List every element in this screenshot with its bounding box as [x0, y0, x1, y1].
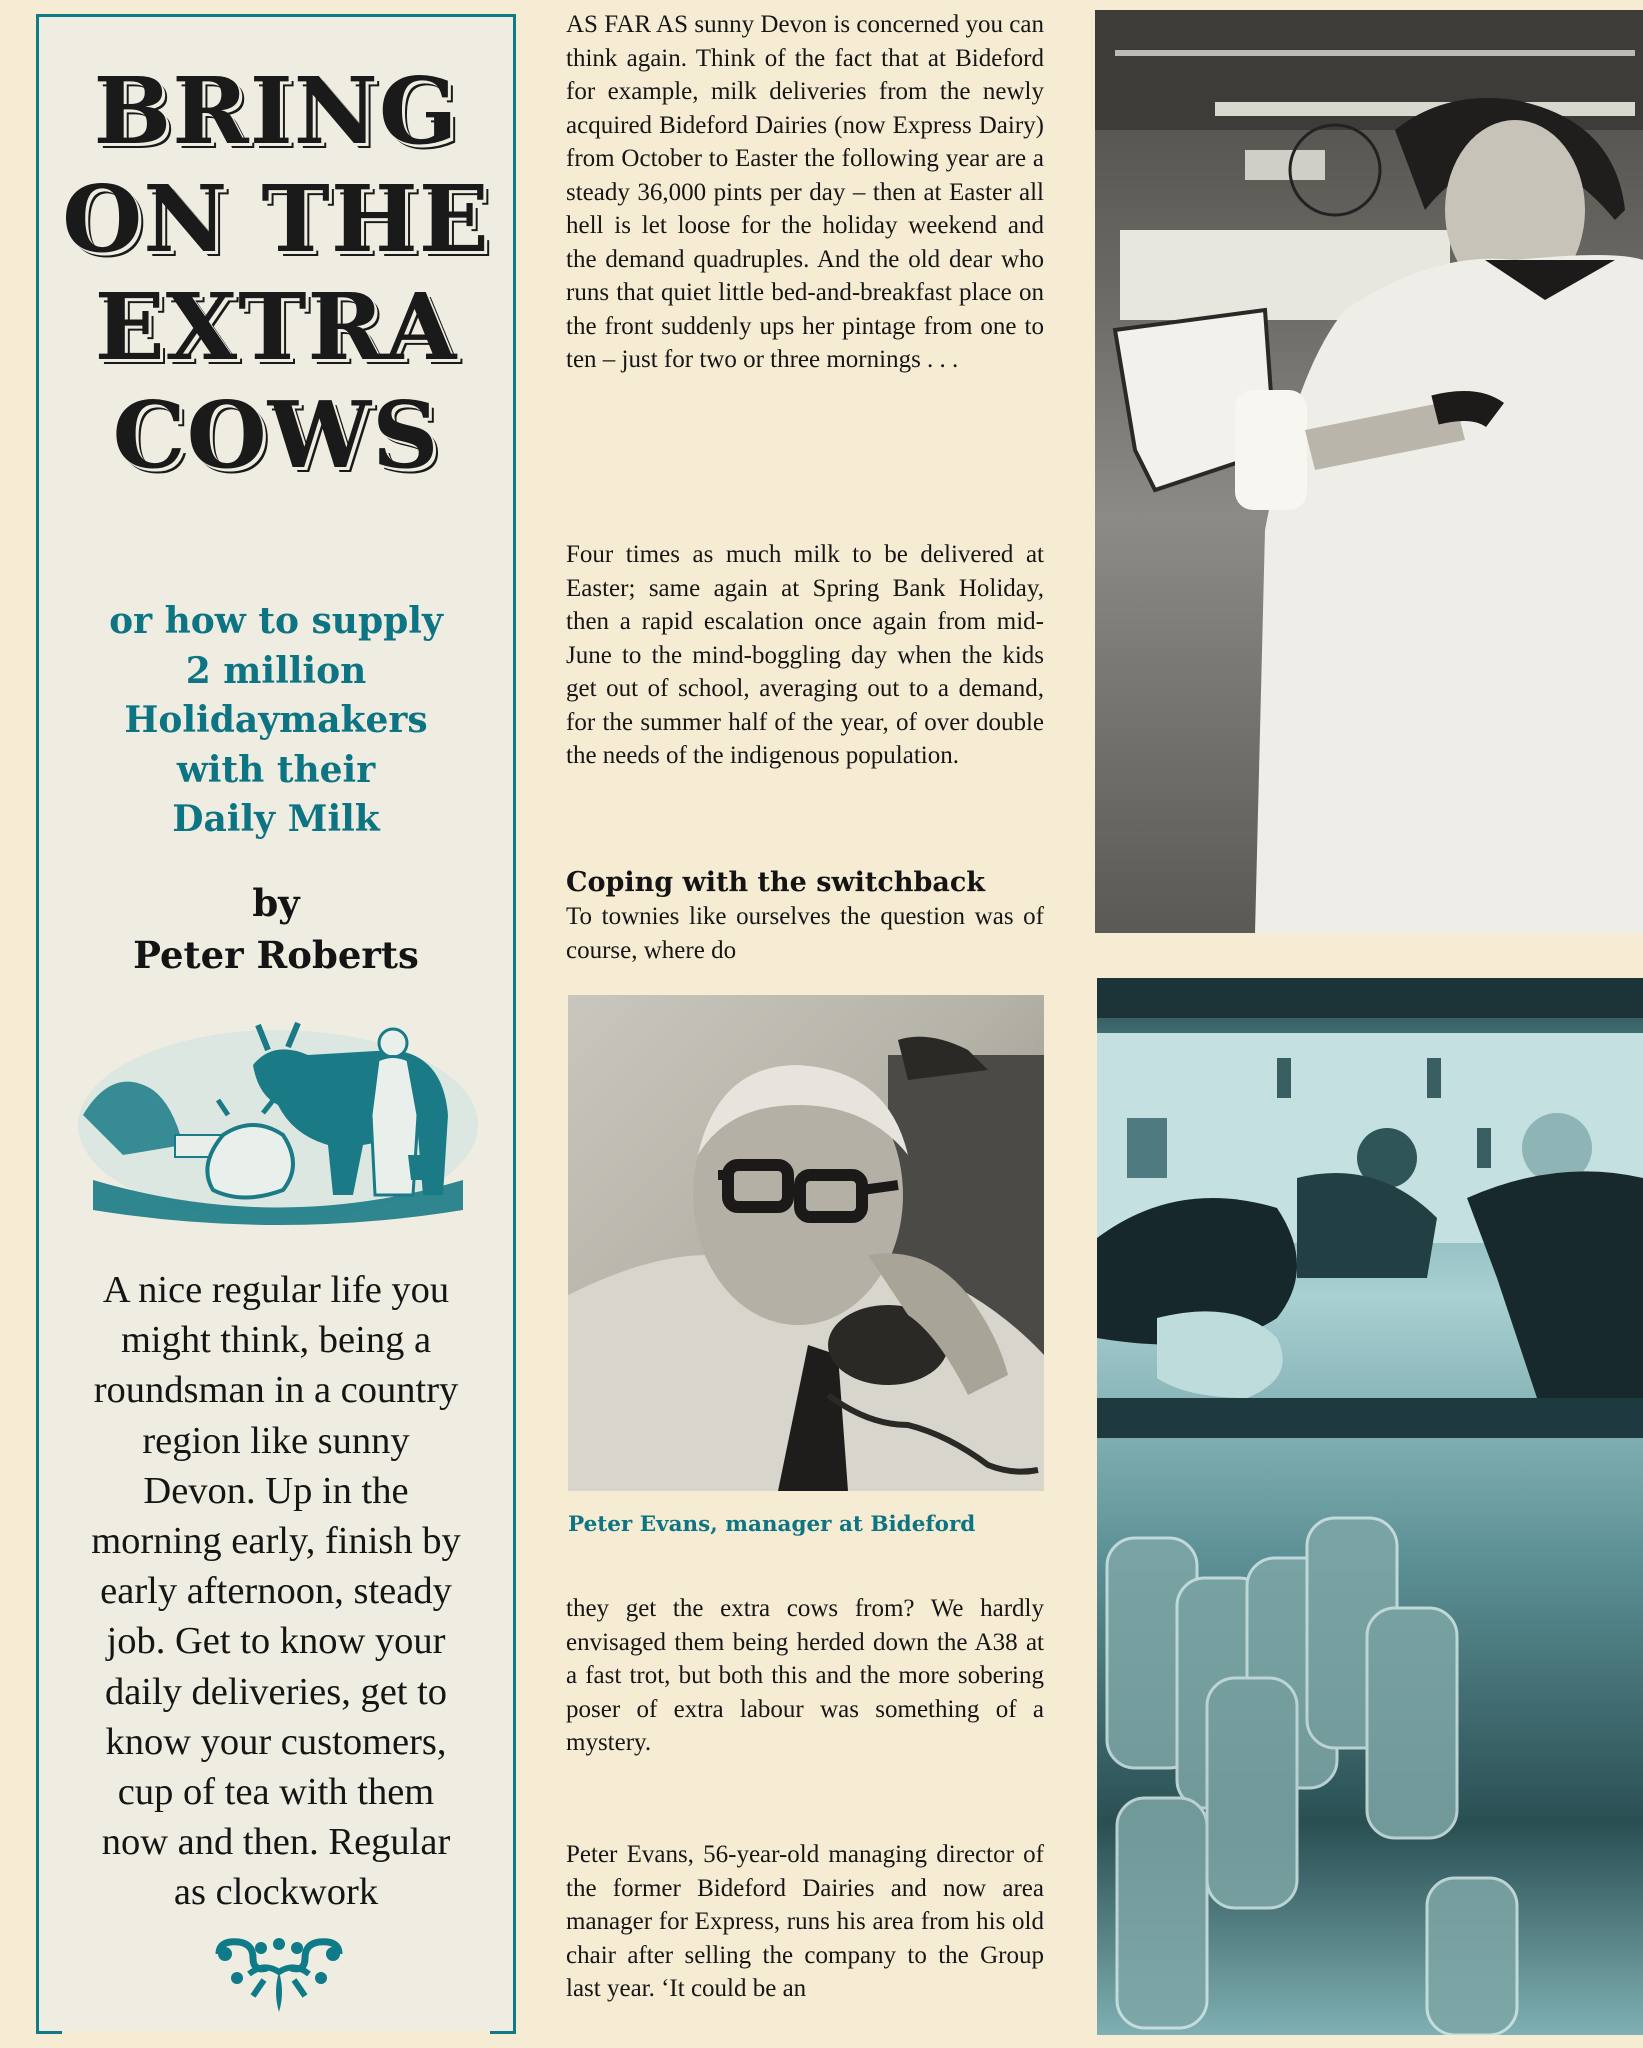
cow-engraving-illustration: [63, 995, 493, 1235]
headline-line: COWS: [112, 381, 440, 489]
pull-quote: [39, 1265, 513, 1918]
photo-caption: Peter Evans, manager at Bideford: [568, 1512, 976, 1537]
pull-quote-line: early afternoon, steady: [100, 1570, 452, 1613]
article-paragraph: [566, 1838, 1044, 2006]
scroll-ornament-icon: [209, 1932, 349, 2017]
pull-quote-line: know your customers,: [105, 1720, 447, 1763]
headline-line: BRING: [93, 57, 459, 165]
photo-mobile-dairy-shop: [1097, 978, 1643, 2035]
byline-author: Peter Roberts: [133, 933, 419, 977]
byline-by: by: [252, 881, 300, 925]
pull-quote-line: morning early, finish by: [91, 1520, 461, 1563]
pull-quote-line: Devon. Up in the: [143, 1469, 409, 1512]
article-paragraph: [566, 1592, 1044, 1760]
paragraph-text: Peter Evans, 56-year-old managing director of the former Bideford Dairies and now area manager for Express, runs his area from his old chair after selling the company to the Group last year. ‘It could be an: [566, 1841, 1044, 2002]
pull-quote-line: A nice regular life you: [102, 1269, 450, 1311]
subtitle-line: Daily Milk: [172, 798, 380, 840]
paragraph-text: Four times as much milk to be delivered at Easter; same again at Spring Bank Holiday, then a rapid escalation once again from mid-June to the mind-boggling day when the kids get out of school, averaging out to a demand, for the summer half of the year, of over double the needs of the indigenous population.: [566, 541, 1044, 769]
pull-quote-line: region like sunny: [142, 1419, 410, 1462]
headline-line: EXTRA: [94, 273, 458, 381]
paragraph-text: they get the extra cows from? We hardly envisaged them being herded down the A38 at a fast trot, but both this and the more sobering poser of extra labour was something of a mystery.: [566, 1595, 1044, 1756]
box-corner-bracket-right: [490, 2031, 516, 2034]
pull-quote-line: cup of tea with them: [117, 1771, 435, 1814]
pull-quote-line: now and then. Regular: [101, 1821, 451, 1864]
photo-lab-worker: [1095, 10, 1643, 933]
pull-quote-line: job. Get to know your: [106, 1620, 446, 1663]
pull-quote-line: might think, being a: [120, 1319, 432, 1362]
article-paragraph: [566, 900, 1044, 967]
pull-quote-line: daily deliveries, get to: [104, 1670, 448, 1713]
photo-peter-evans: [568, 995, 1044, 1491]
subtitle-line: 2 million: [185, 649, 367, 692]
subtitle-line: or how to supply: [109, 600, 443, 642]
headline-line: ON THE: [62, 165, 490, 273]
article-paragraph: [566, 8, 1044, 377]
title-sidebar-box: [36, 14, 516, 2031]
subtitle-line: Holidaymakers: [124, 699, 428, 741]
section-subheading: Coping with the switchback: [566, 867, 985, 898]
box-corner-bracket-left: [36, 2031, 62, 2034]
paragraph-text: To townies like ourselves the question was of course, where do: [566, 903, 1044, 964]
paragraph-text: AS FAR AS sunny Devon is concerned you can think again. Think of the fact that at Bideford for example, milk deliveries from the newly acquired Bideford Dairies (now Express Dairy) from October to Easter the following year are a steady 36,000 pints per day – then at Easter all hell is let loose for the holiday weekend and the demand quadruples. And the old dear who runs that quiet little bed-and-breakfast place on the front suddenly ups her pintage from one to ten – just for two or three mornings . . .: [566, 11, 1044, 373]
pull-quote-line: roundsman in a country: [93, 1369, 459, 1412]
pull-quote-line: as clockwork: [173, 1871, 379, 1914]
subtitle-line: with their: [176, 748, 376, 791]
subtitle: [39, 597, 513, 845]
byline: [39, 877, 513, 981]
headline: [39, 57, 513, 489]
article-paragraph: [566, 538, 1044, 773]
